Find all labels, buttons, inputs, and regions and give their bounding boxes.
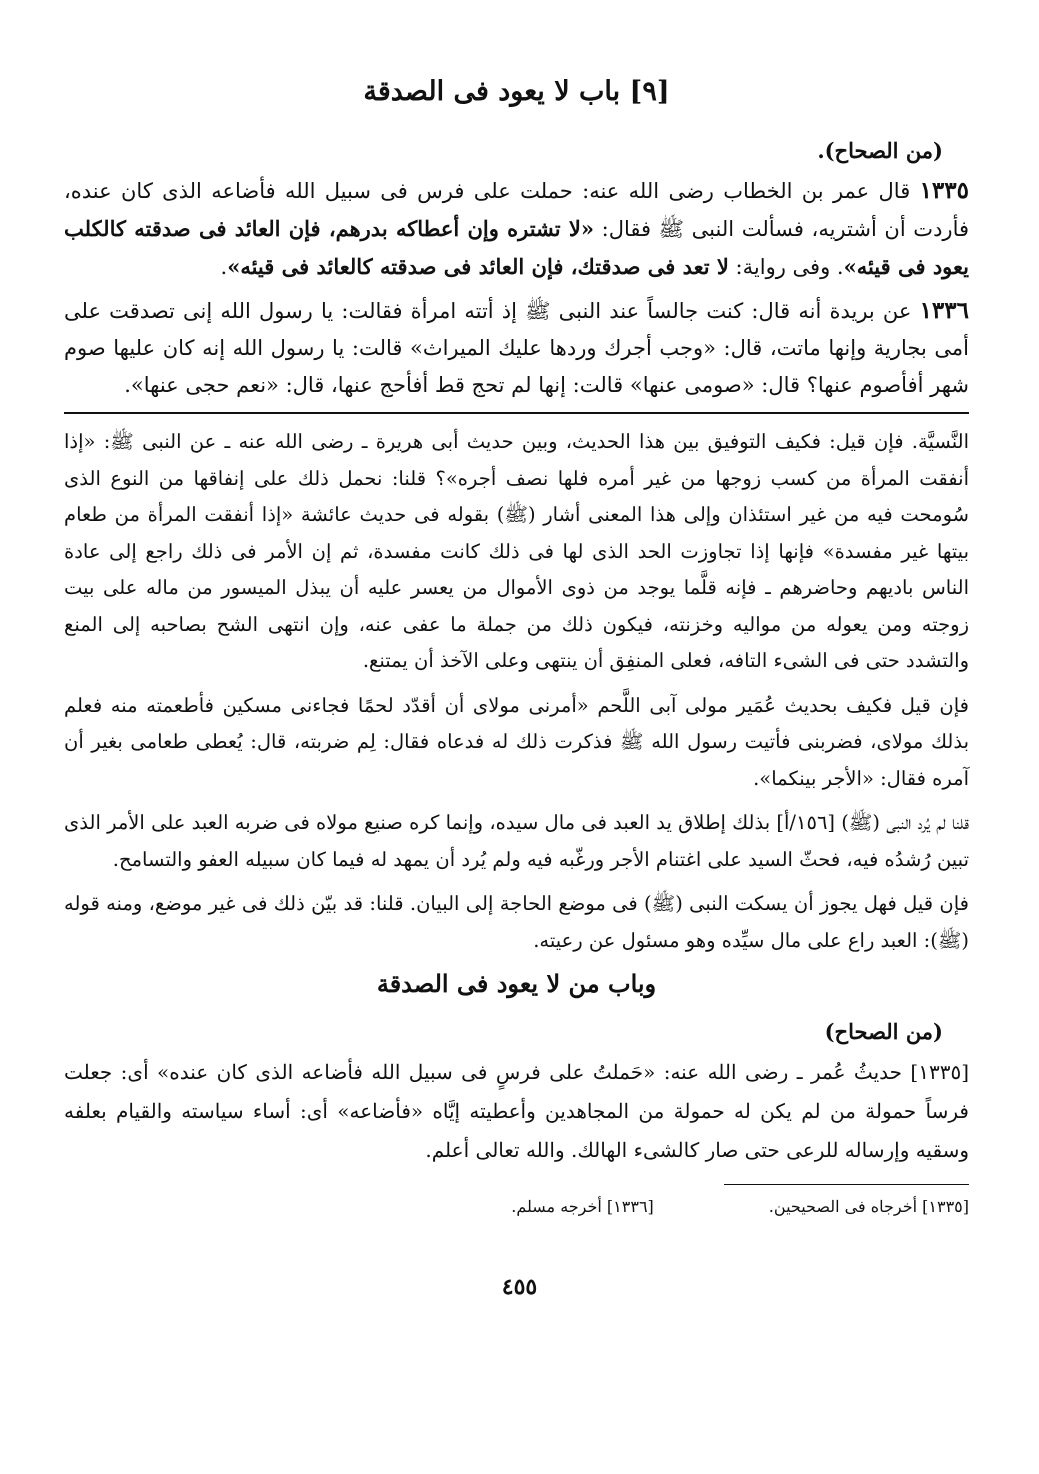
commentary <box>64 424 969 959</box>
section-divider <box>64 412 969 414</box>
footnotes <box>64 1195 969 1219</box>
footnote-1336: [١٣٣٦] أخرجه مسلم. <box>511 1197 654 1216</box>
hadith-body: عن بريدة أنه قال: كنت جالساً عند النبى ﷺ إذ أتته امرأة فقالت: يا رسول الله إنى تصدقت على أمى بجارية وإنها ماتت، قال: «وجب أجرك وردها عليك الميراث» قالت: يا رسول الله إنه كان عليها صوم شهر أفأصوم عنها؟ قال: «صومى عنها» قالت: إنها لم تحج قط أفأحج عنها، قال: «نعم حجى عنها». <box>64 299 969 397</box>
hadith-quote-variant: لا تعد فى صدقتك، فإن العائد فى صدقته كالعائد فى قيئه» <box>227 254 729 279</box>
sharh-title: وباب من لا يعود فى الصدقة <box>376 969 657 998</box>
hadith-text <box>64 172 969 286</box>
source-tag: (من الصحاح). <box>817 138 943 163</box>
hadith-text <box>64 292 969 404</box>
page-number: ٤٥٥ <box>501 1274 538 1300</box>
hadith-number: ١٣٣٦ <box>919 297 969 324</box>
sharh-text: [١٣٣٥] حديثُ عُمر ـ رضى الله عنه: «حَملتُ على فرسٍ فى سبيل الله فأضاعه الذى كان عنده» أى: جعلت فرساً حمولة من لم يكن له حمولة من المجاهدين وأعطيته إيَّاه «فأضاعه» أى: أساء سياسته والقيام بعلفه وسقيه وإرساله للرعى حتى صار كالشىء الهالك. والله تعالى أعلم. <box>64 1060 969 1162</box>
hadith-text-middle: . وفى رواية: <box>728 255 844 279</box>
hadith-1335 <box>64 172 969 286</box>
hadith-1336 <box>64 292 969 404</box>
chapter-title: [٩] باب لا يعود فى الصدقة <box>363 76 670 107</box>
commentary-paragraph: فإن قيل فهل يجوز أن يسكت النبى (ﷺ) فى موضع الحاجة إلى البيان. قلنا: قد بيّن ذلك فى غير موضع، ومنه قوله (ﷺ): العبد راع على مال سيِّده وهو مسئول عن رعيته. <box>64 892 969 952</box>
hadith-text-before: قال عمر بن الخطاب رضى الله عنه: حملت على فرس فى سبيل الله فأضاعه الذى كان عنده، فأردت أن أشتريه، فسألت النبى ﷺ فقال: <box>64 179 970 241</box>
footnote-divider <box>724 1184 969 1185</box>
hadith-quote: «لا تشتره وإن أعطاكه بدرهم، فإن العائد فى صدقته كالكلب يعود فى قيئه» <box>64 216 969 279</box>
footnote-1335: [١٣٣٥] أخرجاه فى الصحيحين. <box>768 1197 969 1216</box>
hadith-number: ١٣٣٥ <box>919 177 969 204</box>
hadith-text-after: . <box>220 255 228 279</box>
commentary-paragraph: فإن قيل فكيف بحديث عُمَير مولى آبى اللَّحم «أمرنى مولاى أن أقدّد لحمًا فجاءنى مسكين فأطعمته منه فعلم بذلك مولاى، فضربنى فأتيت رسول الله ﷺ فذكرت ذلك له فدعاه فقال: لِم ضربته، قال: يُعطى طعامى بغير أن آمره فقال: «الأجر بينكما». <box>64 693 969 790</box>
commentary-paragraph: النَّسيَّة. فإن قيل: فكيف التوفيق بين هذا الحديث، وبين حديث أبى هريرة ـ رضى الله عنه ـ عن النبى ﷺ: «إذا أنفقت المرأة من كسب زوجها من غير أمره فلها نصف أجره»؟ قلنا: نحمل ذلك على إنفاقها من النوع الذى سُومحت فيه من غير استئذان وإلى هذا المعنى أشار (ﷺ) بقوله فى حديث عائشة «إذا أنفقت المرأة من طعام بيتها غير مفسدة» فإنها إذا تجاوزت الحد الذى لها فى ذلك كانت مفسدة، ثم إن الأمر فى ذلك راجع إلى عادة الناس باديهم وحاضرهم ـ فإنه قلَّما يوجد من ذوى الأموال من يعسر عليه أن يبذل الميسور من ماله على بيت زوجته ومن يعوله من مواليه وخزنته، فيكون ذلك من جملة ما عفى عنه، وإن انتهى الشح بصاحبه إلى المنع والتشدد حتى فى الشىء التافه، فعلى المنفِق أن ينتهى وعلى الآخذ أن يمتنع. <box>64 430 970 672</box>
sharh-source-tag: (من الصحاح) <box>824 1019 943 1044</box>
commentary-paragraph: قلنا لم يُرد النبى (ﷺ) [١٥٦/أ] بذلك إطلاق يد العبد فى مال سيده، وإنما كره صنيع مولاه فى ضربه العبد على الأمر الذى تبين رُشدُه فيه، فحثّ السيد على اغتنام الأجر ورغّبه فيه ولم يُرد أن يمهد له فيما كان سبيله العفو والتسامح. <box>64 811 969 871</box>
